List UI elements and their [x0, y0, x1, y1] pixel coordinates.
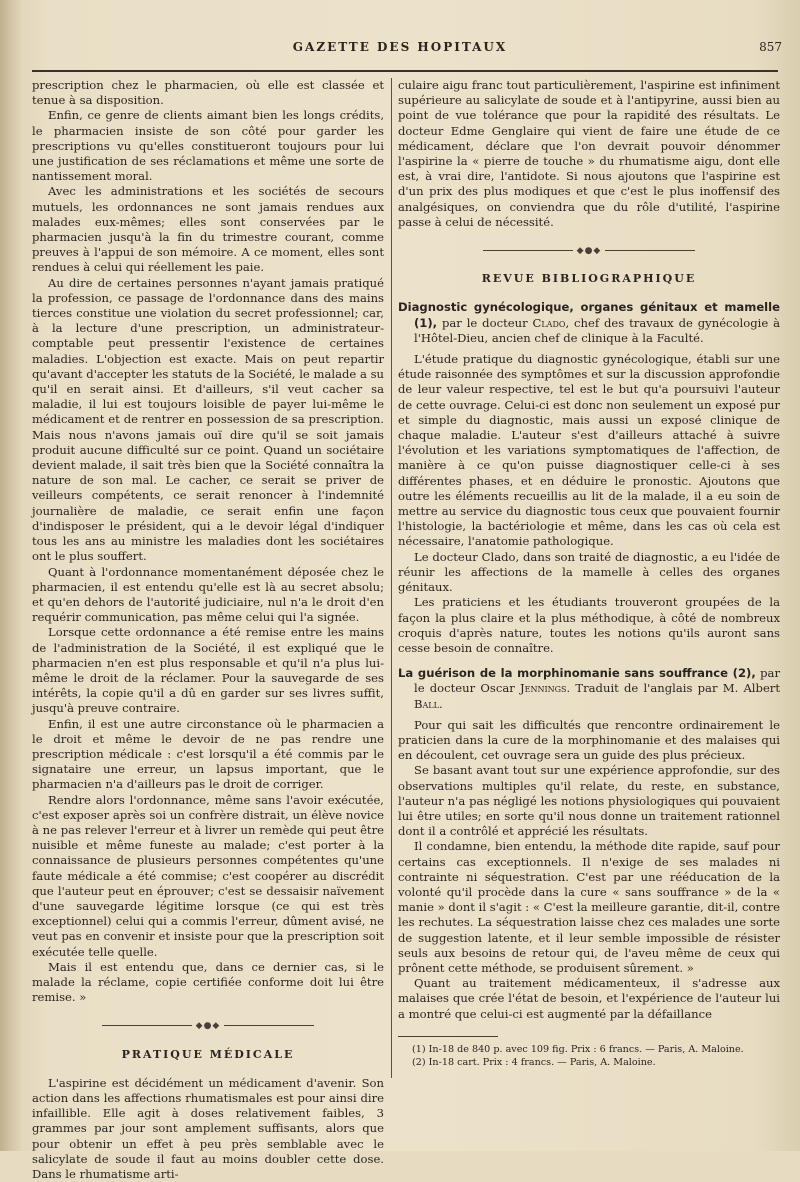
- paragraph: Quant à l'ordonnance momentanément déposée chez le pharmacien, il est entendu qu'elle est là au secret absolu; et qu'en dehors de l'autorité judiciaire, nul n'a le droit d'en requérir communication, pas même celui qui l'a signée.: [32, 564, 384, 625]
- author-prefix: par le docteur: [441, 315, 533, 330]
- author-name: Jennings: [519, 681, 567, 696]
- paragraph: Rendre alors l'ordonnance, même sans l'avoir exécutée, c'est exposer après soi un confrère distrait, un élève novice à ne pas relever l'erreur et à livrer un remède qui peut être nuisible et même funeste au malade; c'est porter à la connaissance de plusieurs personnes compétentes qu'une faute médicale a été commise; c'est coopérer au discrédit que l'auteur peut en éprouver; c'est se dessaisir naïvement d'une sauvegarde légitime lorsque (ce qui est très exceptionnel) celui qui a commis l'erreur, dûment avisé, ne veut pas en convenir et insiste pour que la prescription soit exécutée telle quelle.: [32, 792, 384, 959]
- paragraph: Au dire de certaines personnes n'ayant jamais pratiqué la profession, ce passage de l'ordonnance dans des mains tierces constitue une violation du secret professionnel; car, à la lecture d'une prescription, un administrateur-comptable peut pressentir l'existence de certaines maladies. L'objection est exacte. Mais on peut repartir qu'avant d'accepter les statuts de la Société, le malade a su qu'il en serait ainsi. Et d'ailleurs, s'il veut cacher sa maladie, il lui est toujours loisible de payer lui-même le médicament et de rentrer en possession de sa prescription. Mais nous n'avons jamais ouï dire qu'il se soit jamais produit aucune difficulté sur ce point. Quand un sociétaire devient malade, il sait très bien que la Société connaîtra la nature de son mal. Le cacher, ce serait se priver de veilleurs compétents, ce serait renoncer à l'indemnité journalière de maladie, ce serait enfin une façon d'indisposer le président, qui a le devoir légal d'indiquer tous les ans au ministre les maladies dont les sociétaires ont le plus souffert.: [32, 275, 384, 564]
- paragraph: Le docteur Clado, dans son traité de diagnostic, a eu l'idée de réunir les affections de la mamelle à celles des organes génitaux.: [398, 549, 780, 595]
- paragraph: L'aspirine est décidément un médicament d'avenir. Son action dans les affections rhumatismales est pour ainsi dire infaillible. Elle agit à doses relativement faibles, 3 grammes par jour sont amplement suffisants, alors que pour obtenir un effet à peu près semblable avec le salicylate de soude il faut au moins doubler cette dose. Dans le rhumatisme arti-: [32, 1075, 384, 1182]
- footnote-rule: [398, 1036, 498, 1037]
- column-divider: [391, 78, 392, 1078]
- author-prefix: par le docteur Oscar: [414, 666, 780, 696]
- translator-suffix: .: [438, 696, 443, 711]
- section-title-revue-bibliographique: REVUE BIBLIOGRAPHIQUE: [481, 272, 697, 286]
- header-rule: [32, 70, 778, 72]
- paragraph: L'étude pratique du diagnostic gynécologique, établi sur une étude raisonnée des symptômes et sur la discussion approfondie de leur valeur respective, tel est le but qu'a poursuivi l'auteur de cette ouvrage. Celui-ci est donc non seulement un exposé pur et simple du diagnostic, mais aussi un exposé clinique de chaque maladie. L'auteur s'est d'ailleurs attaché à suivre l'évolution et les variations symptomatiques de l'affection, de manière à ce qu'on puisse diagnostiquer celle-ci à ses différentes phases, et en déduire le pronostic. Ajoutons que outre les éléments recueillis au lit de la malade, il a eu soin de mettre au service du diagnostic tous ceux que pouvaient fournir l'histologie, la bactériologie et même, dans les cas où cela est nécessaire, l'anatomie pathologique.: [398, 352, 780, 549]
- paragraph: Pour qui sait les difficultés que rencontre ordinairement le praticien dans la cure de la morphinomanie et des malaises qui en découlent, cet ouvrage sera un guide des plus précieux.: [398, 717, 780, 763]
- book-entry-diagnostic: [398, 300, 780, 346]
- paragraph: Quant au traitement médicamenteux, il s'adresse aux malaises que crée l'état de besoin, et l'expérience de l'auteur lui a montré que celui-ci est augmenté par la défaillance: [398, 976, 780, 1021]
- author-name: Clado: [532, 315, 566, 330]
- paragraph: Se basant avant tout sur une expérience approfondie, sur des observations multiples qu'il relate, du reste, en substance, l'auteur n'a pas négligé les notions physiologiques qui pouvaient lui être utiles; en sorte qu'il nous donne un traitement rationnel dont il a contrôlé et apprécié les résultats.: [398, 763, 780, 839]
- author-suffix: . Traduit de l'anglais par M. Albert: [566, 681, 781, 696]
- paragraph: Il condamne, bien entendu, la méthode dite rapide, sauf pour certains cas exceptionnels. Il n'exige de ses malades ni contrainte ni séquestration. C'est par une rééducation de la volonté qu'il procède dans la cure « sans souffrance » de la « manie » dont il s'agit : « C'est la meilleure garantie, dit-il, contre les rechutes. La séquestration laisse chez ces malades une sorte de suggestion latente, et il leur semble impossible de résister seuls aux besoins de retour qui, de l'aveu même de ceux qui prônent cette méthode, se produisent sûrement. »: [398, 839, 780, 975]
- paragraph: Les praticiens et les étudiants trouveront groupées de la façon la plus claire et la plus méthodique, à côté de nombreux croquis d'après nature, toutes les notions qu'ils auront sans cesse besoin de connaître.: [398, 595, 780, 655]
- paragraph: Mais il est entendu que, dans ce dernier cas, si le malade la réclame, copie certifiée conforme doit lui être remise. »: [32, 959, 384, 1005]
- author-suffix: , chef des travaux de gynécologie à l'Hôtel-Dieu, ancien chef de clinique à la Faculté.: [414, 315, 780, 345]
- running-title: GAZETTE DES HOPITAUX: [292, 40, 508, 54]
- left-column: [32, 78, 384, 1182]
- right-column: [398, 78, 780, 1138]
- footnote: (1) In-18 de 840 p. avec 109 fig. Prix : 6 francs. — Paris, A. Maloine.: [412, 1043, 744, 1055]
- paragraph: Lorsque cette ordonnance a été remise entre les mains de l'administration de la Société, il est expliqué que le pharmacien n'en est plus responsable et qu'il n'a plus lui-même le droit de la réclamer. Pour la sauvegarde de ses intérêts, la copie qu'il a dû en garder sur ses livres suffit, jusqu'à preuve contraire.: [32, 625, 384, 716]
- section-title-pratique-medicale: PRATIQUE MÉDICALE: [121, 1047, 295, 1061]
- paragraph: culaire aigu franc tout particulièrement, l'aspirine est infiniment supérieure au salicylate de soude et à l'antipyrine, aussi bien au point de vue tolérance que pour la rapidité des résultats. Le docteur Edme Genglaire qui vient de faire une étude de ce médicament, déclare que l'on devrait pouvoir dénommer l'aspirine la « pierre de touche » du rhumatisme aigu, dont elle est, à vrai dire, l'antidote. Si nous ajoutons que l'aspirine est d'un prix des plus modiques et que c'est le plus inoffensif des analgésiques, on conviendra que du rôle d'utilité, l'aspirine passe à celui de nécessité.: [398, 78, 780, 229]
- paragraph: prescription chez le pharmacien, où elle est classée et tenue à sa disposition.: [32, 78, 384, 108]
- binding-shadow: [0, 0, 22, 1151]
- footnote: (2) In-18 cart. Prix : 4 francs. — Paris, A. Maloine.: [412, 1056, 656, 1068]
- book-title: Diagnostic gynécologique, organes génitaux et mamelle (1),: [398, 300, 780, 330]
- ornament-divider: ◆●◆: [398, 244, 780, 259]
- page-number: 857: [759, 40, 782, 54]
- translator-name: Ball: [414, 696, 439, 711]
- ornament-divider: ◆●◆: [32, 1019, 384, 1034]
- book-entry-morphinomanie: [398, 666, 780, 712]
- paragraph: Enfin, ce genre de clients aimant bien les longs crédits, le pharmacien insiste de son côté pour garder les prescriptions vu qu'elles constitueront toujours pour lui une justification de ses réclamations et même une sorte de nantissement moral.: [32, 108, 384, 184]
- paragraph: Enfin, il est une autre circonstance où le pharmacien a le droit et même le devoir de ne pas rendre une prescription médicale : c'est lorsqu'il a été commis par le signataire une erreur, un lapsus important, que le pharmacien n'a d'ailleurs pas le droit de corriger.: [32, 716, 384, 792]
- paragraph: Avec les administrations et les sociétés de secours mutuels, les ordonnances ne sont jamais rendues aux malades eux-mêmes; elles sont conservées par le pharmacien jusqu'à la fin du trimestre courant, comme preuves à l'appui de son mémoire. A ce moment, elles sont rendues à celui qui réellement les paie.: [32, 184, 384, 275]
- book-title: La guérison de la morphinomanie sans souffrance (2),: [398, 666, 756, 681]
